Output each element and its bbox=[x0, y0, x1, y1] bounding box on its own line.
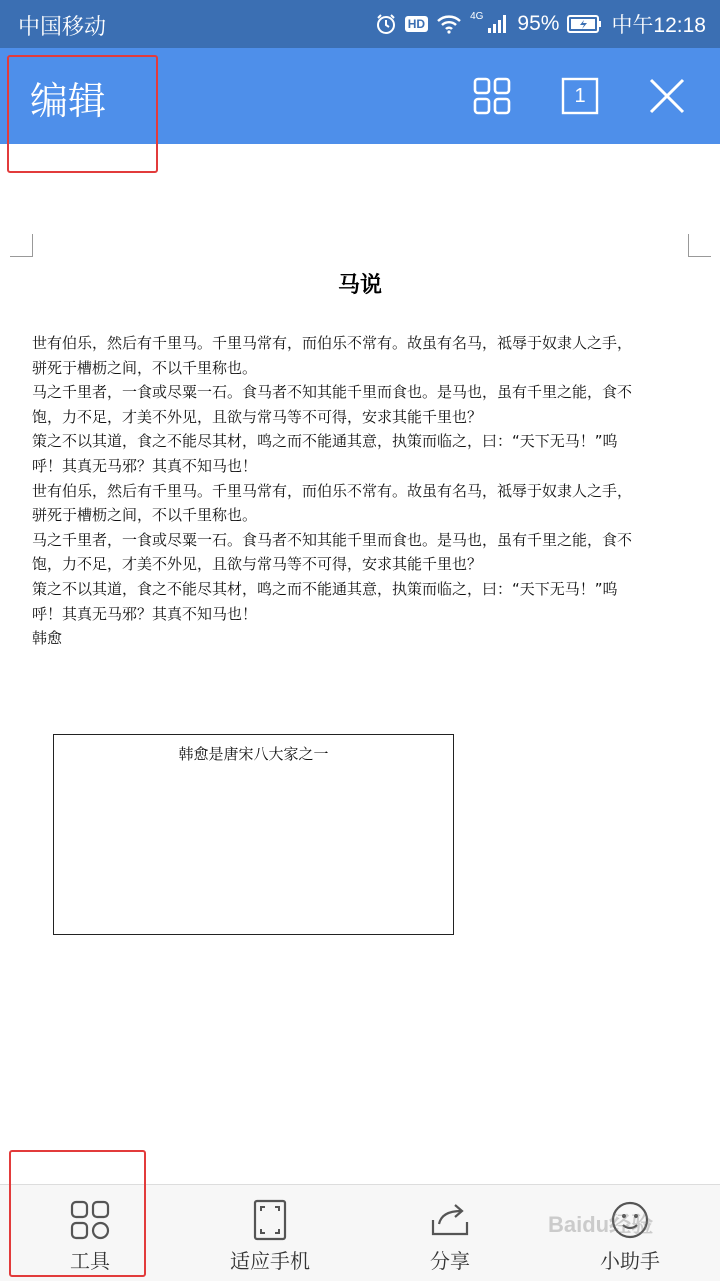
highlight-tools bbox=[9, 1150, 146, 1277]
document-line: 策之不以其道，食之不能尽其材，鸣之而不能通其意，执策而临之，曰：“天下无马！”呜 bbox=[32, 579, 618, 598]
document-author: 韩愈 bbox=[32, 629, 63, 648]
document-line: 饱，力不足，才美不外见，且欲与常马等不可得，安求其能千里也？ bbox=[32, 555, 483, 574]
alarm-icon bbox=[375, 13, 397, 35]
assistant-label: 小助手 bbox=[600, 1249, 660, 1273]
highlight-edit bbox=[7, 55, 158, 173]
edit-button[interactable]: 编辑 bbox=[30, 79, 107, 123]
text-box[interactable] bbox=[53, 734, 454, 935]
document-title: 马说 bbox=[337, 273, 382, 298]
wifi-icon bbox=[436, 14, 462, 34]
document-line: 马之千里者，一食或尽粟一石。食马者不知其能千里而食也。是马也，虽有千里之能，食不 bbox=[32, 530, 633, 549]
fit-phone-label: 适应手机 bbox=[230, 1249, 310, 1273]
status-bar bbox=[0, 0, 720, 48]
fit-phone-icon bbox=[253, 1199, 287, 1241]
document-line: 策之不以其道，食之不能尽其材，鸣之而不能通其意，执策而临之，曰：“天下无马！”呜 bbox=[32, 432, 618, 451]
hd-badge: HD bbox=[405, 16, 428, 32]
document-line: 呼！其真无马邪？其真不知马也！ bbox=[32, 456, 258, 475]
page-number: 1 bbox=[574, 85, 586, 107]
watermark: Baidu经验 bbox=[548, 1212, 654, 1237]
page-count-button[interactable] bbox=[558, 74, 602, 118]
document-line: 马之千里者，一食或尽粟一石。食马者不知其能千里而食也。是马也，虽有千里之能，食不 bbox=[32, 383, 633, 402]
tools-label: 工具 bbox=[70, 1249, 110, 1273]
close-button[interactable] bbox=[645, 74, 689, 118]
document-line: 饱，力不足，才美不外见，且欲与常马等不可得，安求其能千里也？ bbox=[32, 407, 483, 426]
battery-percent: 95% bbox=[517, 12, 560, 35]
share-label: 分享 bbox=[430, 1249, 470, 1273]
document-body bbox=[32, 331, 692, 651]
grid-view-button[interactable] bbox=[470, 74, 514, 118]
signal-icon bbox=[487, 14, 509, 34]
document-line: 骈死于槽枥之间，不以千里称也。 bbox=[32, 358, 258, 377]
document-line: 呼！其真无马邪？其真不知马也！ bbox=[32, 604, 258, 623]
page-corner-marker bbox=[10, 234, 33, 257]
network-type: 4G bbox=[470, 10, 484, 22]
share-icon bbox=[429, 1200, 471, 1240]
share-button[interactable] bbox=[360, 1185, 540, 1281]
status-icons bbox=[375, 9, 706, 39]
document-line: 世有伯乐，然后有千里马。千里马常有，而伯乐不常有。故虽有名马，祗辱于奴隶人之手， bbox=[32, 334, 633, 352]
text-box-content: 韩愈是唐宋八大家之一 bbox=[178, 745, 329, 763]
grid-icon bbox=[472, 76, 512, 116]
page-corner-marker bbox=[688, 234, 711, 257]
clock: 中午12:18 bbox=[611, 14, 706, 37]
carrier-name: 中国移动 bbox=[18, 14, 107, 39]
document-line: 骈死于槽枥之间，不以千里称也。 bbox=[32, 506, 258, 525]
battery-charging-icon bbox=[567, 14, 603, 34]
document-line: 世有伯乐，然后有千里马。千里马常有，而伯乐不常有。故虽有名马，祗辱于奴隶人之手， bbox=[32, 481, 633, 500]
close-icon bbox=[647, 76, 687, 116]
fit-phone-button[interactable] bbox=[180, 1185, 360, 1281]
